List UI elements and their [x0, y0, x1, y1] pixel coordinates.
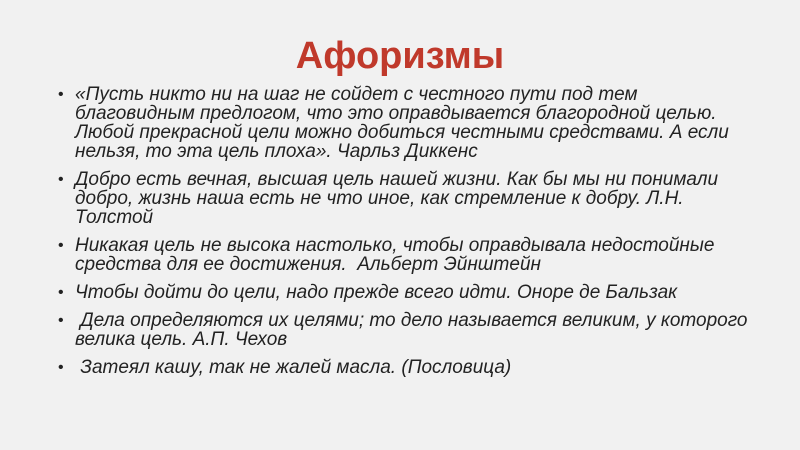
aphorism-text: «Пусть никто ни на шаг не сойдет с честного пути под тем благовидным предлогом, что это оправдывается благородной целью. Любой прекрасной цели можно добиться честными средствами. А если нельзя, то эта цель плоха». Чарльз Диккенс [75, 84, 735, 162]
aphorism-text: Никакая цель не высока настолько, чтобы оправдывала недостойные средства для ее достижения. Альберт Эйнштейн [75, 235, 720, 275]
list-item [58, 236, 748, 274]
slide-title: Афоризмы [295, 35, 505, 77]
list-item [58, 170, 748, 227]
aphorism-text: Дела определяются их целями; то дело называется великим, у которого велика цель. А.П. Чехов [75, 310, 753, 350]
bullet-icon: • [58, 237, 64, 254]
bullet-icon: • [58, 312, 64, 329]
bullet-icon: • [58, 284, 64, 301]
list-item [58, 310, 753, 350]
aphorism-text: Затеял кашу, так не жалей масла. (Пословица) [75, 357, 512, 378]
bullet-icon: • [58, 86, 64, 103]
bullet-icon: • [58, 359, 64, 376]
aphorism-text: Добро есть вечная, высшая цель нашей жизни. Как бы мы ни понимали добро, жизнь наша есть не что иное, как стремление к добру. Л.Н. Толстой [75, 169, 724, 228]
aphorism-text: Чтобы дойти до цели, надо прежде всего идти. Оноре де Бальзак [75, 282, 678, 303]
list-item [58, 85, 748, 161]
bullet-icon: • [58, 171, 64, 188]
list-item [58, 283, 748, 302]
list-item [58, 358, 748, 377]
aphorism-list [58, 84, 753, 386]
